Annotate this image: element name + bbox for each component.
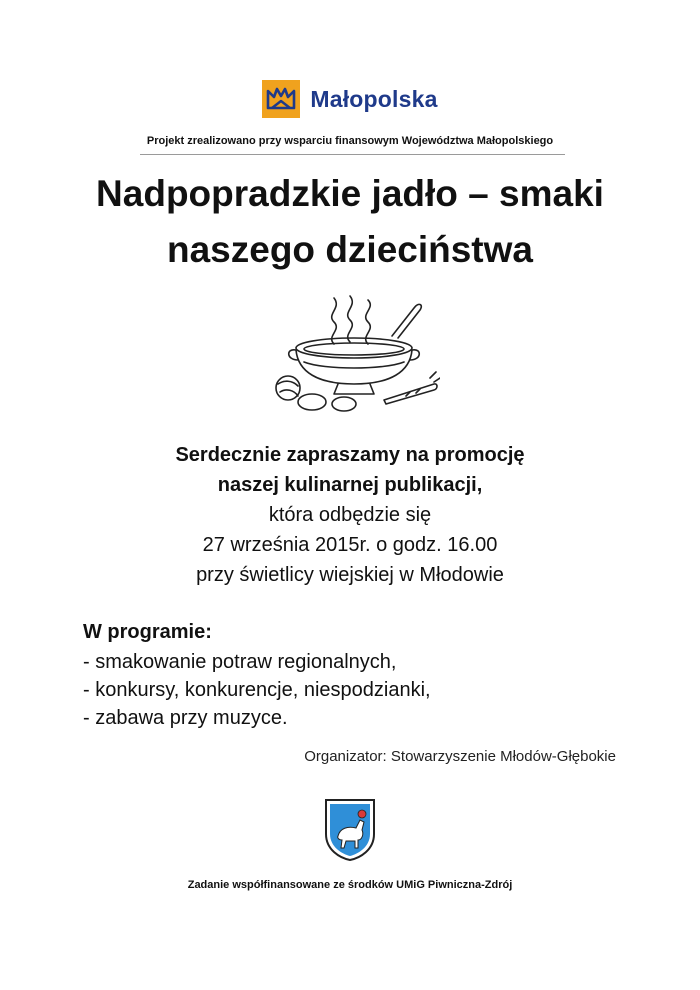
page-title: [40, 166, 660, 278]
program-section: [83, 618, 643, 732]
title-line-2: naszego dzieciństwa: [167, 229, 533, 270]
program-heading: W programie:: [83, 621, 212, 643]
program-item: - zabawa przy muzyce.: [83, 707, 288, 729]
organizer-text: Organizator: Stowarzyszenie Młodów-Głębokie: [304, 748, 616, 765]
logo-text: Małopolska: [310, 85, 438, 112]
program-item: - konkursy, konkurencje, niespodzianki,: [83, 679, 431, 701]
invitation-line-1: Serdecznie zapraszamy na promocję: [175, 444, 525, 466]
support-text: Projekt zrealizowano przy wsparciu finansowym Województwa Małopolskiego: [146, 135, 554, 147]
program-item: - smakowanie potraw regionalnych,: [83, 651, 397, 673]
crown-logo-icon: [262, 80, 300, 118]
invitation-line-2: naszej kulinarnej publikacji,: [217, 474, 483, 496]
invitation: [0, 440, 700, 590]
event-location: przy świetlicy wiejskiej w Młodowie: [196, 564, 504, 586]
footer-text: Zadanie współfinansowane ze środków UMiG Piwniczna-Zdrój: [187, 879, 513, 891]
malopolska-logo: [0, 80, 700, 118]
divider: [140, 154, 565, 155]
invitation-line-3: która odbędzie się: [268, 504, 432, 526]
title-line-1: Nadpopradzkie jadło – smaki: [96, 173, 604, 214]
coat-of-arms-icon: [322, 796, 378, 862]
event-date: 27 września 2015r. o godz. 16.00: [202, 534, 498, 556]
soup-pot-icon: [264, 292, 440, 416]
